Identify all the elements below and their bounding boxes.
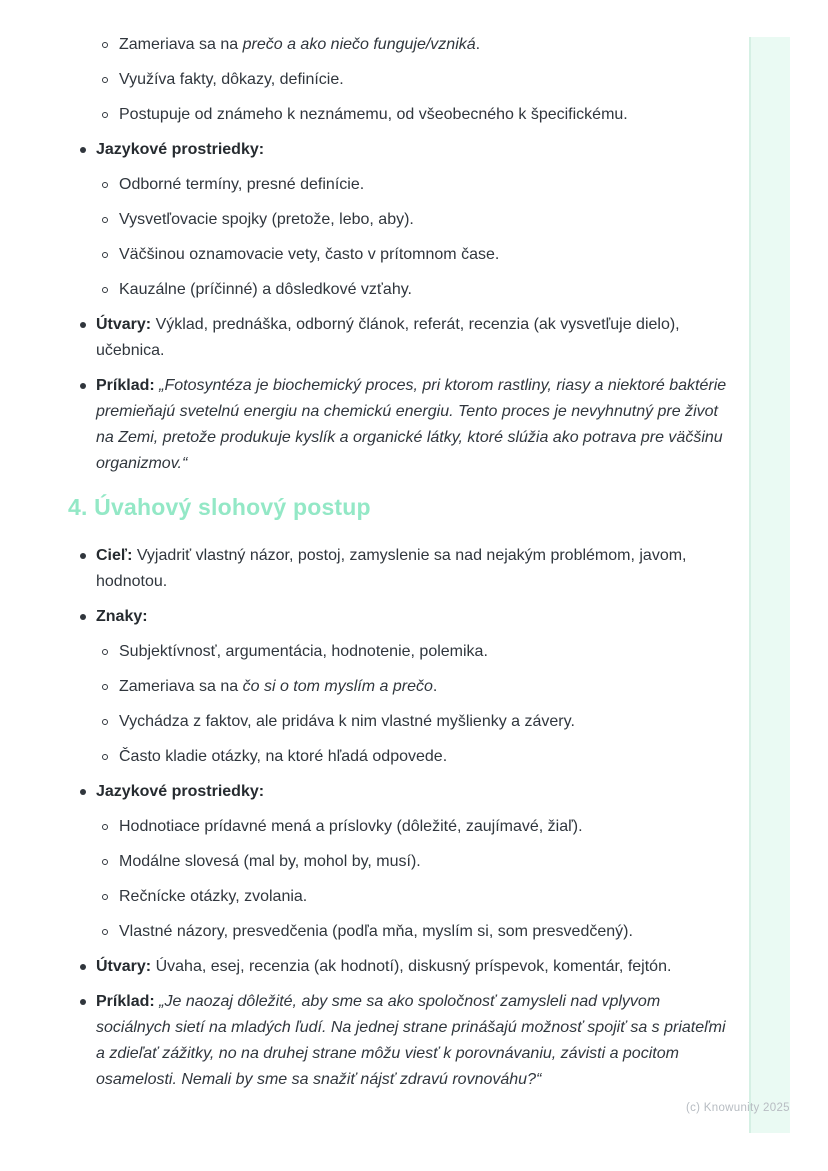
- list-item-text: [119, 744, 734, 770]
- list-item-text: [119, 884, 734, 910]
- body-text: Výklad, prednáška, odborný článok, referát, recenzia (ak vysvetľuje dielo), učebnica.: [96, 316, 680, 359]
- list-item-text: [96, 137, 734, 163]
- list-item: [0, 543, 734, 595]
- section-heading: 4. Úvahový slohový postup: [68, 494, 371, 520]
- sub-bullet-icon: [102, 824, 108, 830]
- body-text: Úvaha, esej, recenzia (ak hodnotí), diskusný príspevok, komentár, fejtón.: [151, 958, 672, 975]
- list-item: [0, 709, 734, 735]
- bullet-icon: [80, 383, 86, 389]
- list-item: [0, 242, 734, 268]
- body-text: Modálne slovesá (mal by, mohol by, musí).: [119, 853, 421, 870]
- list-item-text: [96, 373, 734, 477]
- sub-bullet-icon: [102, 77, 108, 83]
- label-text: Útvary:: [96, 316, 152, 333]
- body-text: Vysvetľovacie spojky (pretože, lebo, aby).: [119, 211, 414, 228]
- list-item: [0, 954, 734, 980]
- sub-bullet-icon: [102, 217, 108, 223]
- sub-bullet-icon: [102, 754, 108, 760]
- body-text: Hodnotiace prídavné mená a príslovky (dôležité, zaujímavé, žiaľ).: [119, 818, 583, 835]
- list-item-text: [119, 849, 734, 875]
- list-item-text: [119, 674, 734, 700]
- list-item-text: [119, 242, 734, 268]
- body-text: Využíva fakty, dôkazy, definície.: [119, 71, 344, 88]
- list-item: [0, 744, 734, 770]
- sub-bullet-icon: [102, 42, 108, 48]
- sub-bullet-icon: [102, 859, 108, 865]
- label-text: Jazykové prostriedky:: [96, 783, 265, 800]
- body-text: Odborné termíny, presné definície.: [119, 176, 365, 193]
- decorative-side-bar: [749, 37, 790, 1133]
- sub-bullet-icon: [102, 894, 108, 900]
- label-text: Znaky:: [96, 608, 148, 625]
- sub-bullet-icon: [102, 649, 108, 655]
- label-text: Cieľ:: [96, 547, 133, 564]
- list-item: [0, 67, 734, 93]
- list-item-text: [119, 639, 734, 665]
- body-text: Často kladie otázky, na ktoré hľadá odpovede.: [119, 748, 448, 765]
- list-item-text: [119, 207, 734, 233]
- sub-bullet-icon: [102, 252, 108, 258]
- list-item-text: [119, 102, 734, 128]
- list-item-text: [119, 277, 734, 303]
- body-text: Zameriava sa na: [119, 36, 243, 53]
- sub-bullet-icon: [102, 287, 108, 293]
- list-item-text: [119, 919, 734, 945]
- list-item: [0, 989, 734, 1093]
- list-item: [0, 849, 734, 875]
- body-text: Vychádza z faktov, ale pridáva k nim vlastné myšlienky a závery.: [119, 713, 575, 730]
- body-text: Väčšinou oznamovacie vety, často v prítomnom čase.: [119, 246, 500, 263]
- body-text: .: [475, 36, 481, 53]
- document-body: [0, 32, 734, 1102]
- body-text: Zameriava sa na: [119, 678, 243, 695]
- list-item: [0, 674, 734, 700]
- list-item: [0, 919, 734, 945]
- body-text: Kauzálne (príčinné) a dôsledkové vzťahy.: [119, 281, 412, 298]
- list-item-text: [119, 814, 734, 840]
- body-text: Subjektívnosť, argumentácia, hodnotenie, polemika.: [119, 643, 488, 660]
- sub-bullet-icon: [102, 719, 108, 725]
- list-item-text: [96, 954, 734, 980]
- sub-bullet-icon: [102, 684, 108, 690]
- label-text: Príklad:: [96, 993, 155, 1010]
- bullet-icon: [80, 553, 86, 559]
- bullet-icon: [80, 789, 86, 795]
- body-text: Vlastné názory, presvedčenia (podľa mňa, myslím si, som presvedčený).: [119, 923, 633, 940]
- list-item-text: [96, 779, 734, 805]
- bullet-icon: [80, 614, 86, 620]
- list-item: [0, 102, 734, 128]
- list-item-text: [96, 543, 734, 595]
- list-item: [0, 312, 734, 364]
- list-item: [0, 779, 734, 805]
- bullet-icon: [80, 964, 86, 970]
- list-item: [0, 814, 734, 840]
- bullet-icon: [80, 999, 86, 1005]
- label-text: Príklad:: [96, 377, 155, 394]
- list-item-text: [96, 312, 734, 364]
- label-text: Jazykové prostriedky:: [96, 141, 265, 158]
- list-item: [0, 32, 734, 58]
- sub-bullet-icon: [102, 112, 108, 118]
- label-text: Útvary:: [96, 958, 152, 975]
- sub-bullet-icon: [102, 929, 108, 935]
- list-item: [0, 373, 734, 477]
- italic-text: čo si o tom myslím a prečo: [242, 678, 433, 695]
- body-text: Vyjadriť vlastný názor, postoj, zamyslenie sa nad nejakým problémom, javom, hodnotou.: [96, 547, 687, 590]
- list-item: [0, 884, 734, 910]
- list-item: [0, 639, 734, 665]
- list-item: [0, 277, 734, 303]
- body-text: Postupuje od známeho k neznámemu, od všeobecného k špecifickému.: [119, 106, 628, 123]
- body-text: .: [432, 678, 438, 695]
- sub-bullet-icon: [102, 182, 108, 188]
- copyright-footer: (c) Knowunity 2025: [686, 1102, 790, 1114]
- bullet-icon: [80, 322, 86, 328]
- italic-text: prečo a ako niečo funguje/vzniká: [242, 36, 476, 53]
- list-item: [0, 604, 734, 630]
- list-item-text: [119, 172, 734, 198]
- list-item-text: [119, 32, 734, 58]
- italic-text: „Je naozaj dôležité, aby sme sa ako spoločnosť zamysleli nad vplyvom sociálnych sietí na mladých ľudí. Na jednej strane prinášajú možnosť spojiť sa s priateľmi a zdieľať zážitky, no na druhej strane môžu viesť k porovnávaniu, závisti a pocitom osamelosti. Nemali by sme sa snažiť nájsť zdravú rovnováhu?“: [96, 993, 726, 1088]
- list-item-text: [119, 709, 734, 735]
- list-item-text: [119, 67, 734, 93]
- bullet-icon: [80, 147, 86, 153]
- list-item-text: [96, 989, 734, 1093]
- list-item-text: [96, 604, 734, 630]
- italic-text: „Fotosyntéza je biochemický proces, pri ktorom rastliny, riasy a niektoré baktérie premieňajú svetelnú energiu na chemickú energiu. Tento proces je nevyhnutný pre život na Zemi, pretože produkuje kyslík a organické látky, ktoré slúžia ako potrava pre väčšinu organizmov.“: [96, 377, 727, 472]
- list-item: [0, 172, 734, 198]
- list-item: [0, 137, 734, 163]
- body-text: Rečnícke otázky, zvolania.: [119, 888, 308, 905]
- list-item: [0, 207, 734, 233]
